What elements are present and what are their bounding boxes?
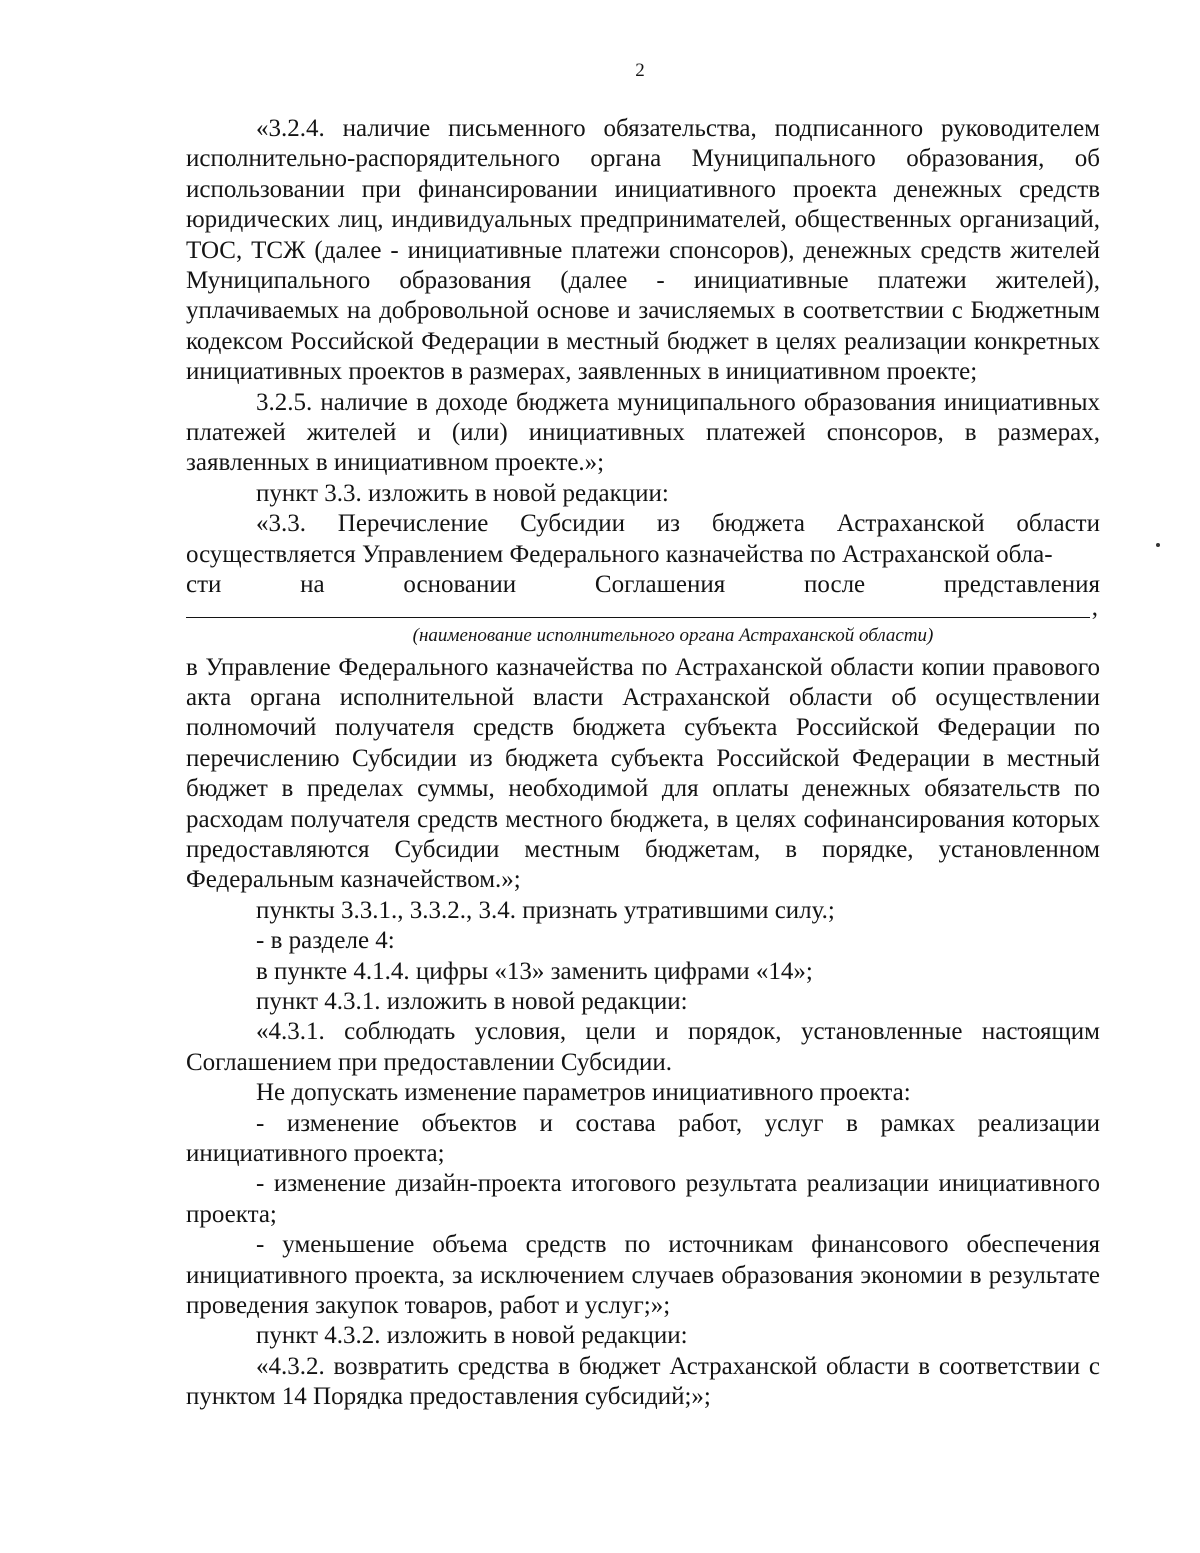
paragraph-4-1-4: в пункте 4.1.4. цифры «13» заменить цифрами «14»; [256,957,813,985]
paragraph-4-3-2: «4.3.2. возвратить средства в бюджет Астраханской области в соответствии с пунктом 14 Порядка предоставления субсидий;»; [186,1352,1100,1411]
paragraph-3-2-5: 3.2.5. наличие в доходе бюджета муниципального образования инициативных платежей жителей и (или) инициативных платежей спонсоров, в размерах, заявленных в инициативном проекте.»; [186,388,1100,477]
blank-underline [186,617,1090,618]
list-item-objects: - изменение объектов и состава работ, услуг в рамках реализации инициативного проекта; [186,1109,1100,1167]
word: представления [943,571,1100,599]
paragraph-item-4-3-1-intro: пункт 4.3.1. изложить в новой редакции: [256,987,688,1015]
list-item-design: - изменение дизайн-проекта итогового результата реализации инициативного проекта; [186,1170,1100,1228]
paragraph-3-2-4: «3.2.4. наличие письменного обязательства, подписанного руководителем исполнительно-распорядительного органа Муниципального образования, об использовании при финансировании инициативного проекта денежных средств юридических лиц, индивидуальных предпринимателей, общественных организаций, ТОС, ТСЖ (далее - инициативные платежи спонсоров), денежных средств жителей Муниципального образования (далее - инициативные платежи жителей), уплачиваемых на добровольной основе и зачисляемых в соответствии с Бюджетным кодексом Российской Федерации в местный бюджет в целях реализации конкретных инициативных проектов в размерах, заявленных в инициативном проекте; [186,115,1100,386]
paragraph-section-4: - в разделе 4: [256,927,395,955]
word: после [803,571,866,599]
paragraph-4-3-1: «4.3.1. соблюдать условия, цели и порядок, установленные настоящим Соглашением при предоставлении Субсидии. [186,1018,1100,1076]
list-item-funding: - уменьшение объема средств по источникам финансового обеспечения инициативного проекта, за исключением случаев образования экономии в результате проведения закупок товаров, работ и услуг;»; [186,1231,1100,1320]
word: на [300,571,325,599]
paragraph-3-3-last-line [186,570,1100,600]
page-number: 2 [635,60,645,81]
word: сти [186,571,222,599]
word: Соглашения [594,571,726,599]
paragraph-no-changes: Не допускать изменение параметров инициативного проекта: [256,1079,911,1107]
paragraph-items-void: пункты 3.3.1., 3.3.2., 3.4. признать утратившими силу.; [256,896,835,924]
paragraph-item-4-3-2-intro: пункт 4.3.2. изложить в новой редакции: [256,1322,688,1350]
paragraph-item-3-3-intro: пункт 3.3. изложить в новой редакции: [256,479,669,507]
paragraph-3-3: «3.3. Перечисление Субсидии из бюджета Астраханской области осуществляется Управлением Федерального казначейства по Астраханской обла- [186,510,1100,568]
document-body [186,114,1100,1413]
word: основании [403,571,517,599]
fill-in-blank [186,593,1100,625]
scan-speck [1156,543,1160,547]
blank-caption: (наименование исполнительного органа Астраханской области) [412,624,934,646]
paragraph-3-3-continued: в Управление Федерального казначейства по Астраханской области копии правового акта органа исполнительной власти Астраханской области об осуществлении полномочий получателя средств бюджета субъекта Российской Федерации по перечислению Субсидии из бюджета субъекта Российской Федерации в местный бюджет в пределах суммы, необходимой для оплаты денежных обязательств по расходам получателя средств местного бюджета, в целях софинансирования которых предоставляются Субсидии местным бюджетам, в порядке, установленном Федеральным казначейством.»; [186,653,1100,894]
blank-comma: , [1091,593,1098,621]
